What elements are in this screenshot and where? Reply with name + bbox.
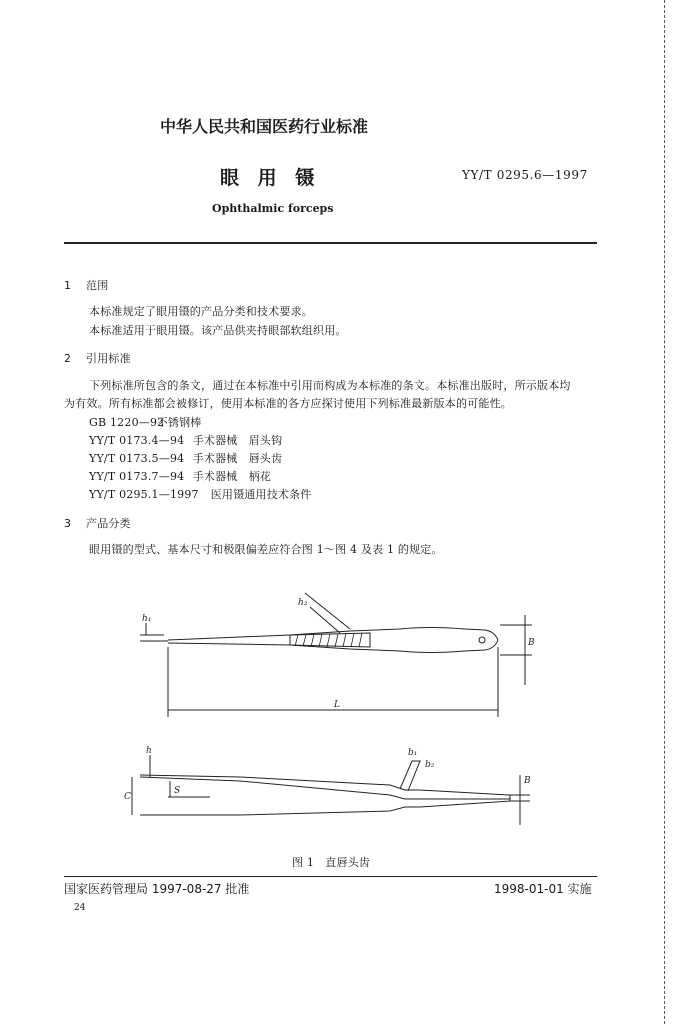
dim-label-h2: h₂ <box>298 598 308 608</box>
dim-label-b2: b₂ <box>425 760 435 770</box>
reference-row <box>89 414 202 430</box>
section-3-title: 产品分类 <box>86 517 131 530</box>
reference-row <box>89 468 271 484</box>
forceps-drawing <box>120 585 560 840</box>
footer-rule <box>64 876 597 877</box>
section-1-heading <box>64 277 108 293</box>
section-3-heading <box>64 515 131 531</box>
section-2-intro-line-2: 为有效。所有标准都会被修订，使用本标准的各方应探讨使用下列标准最新版本的可能性。 <box>64 397 512 410</box>
reference-name: 手术器械 柄花 <box>192 470 272 483</box>
section-1-paragraph-2: 本标准适用于眼用镊。该产品供夹持眼部软组织用。 <box>89 324 347 337</box>
document-title-en: Ophthalmic forceps <box>212 202 334 215</box>
forceps-side-upper <box>140 775 510 795</box>
dim-label-h1: h₁ <box>142 614 152 624</box>
section-3-paragraph: 眼用镊的型式、基本尺寸和极限偏差应符合图 1～图 4 及表 1 的规定。 <box>89 543 443 556</box>
guide-pin <box>479 637 485 643</box>
reference-row <box>89 432 282 448</box>
dim-label-h: h <box>146 746 152 756</box>
forceps-side-base <box>140 801 510 815</box>
document-title-cn: 眼 用 镊 <box>220 167 321 189</box>
reference-row <box>89 450 282 466</box>
section-1-title: 范围 <box>86 279 109 292</box>
reference-name: 手术器械 唇头齿 <box>192 452 283 465</box>
dim-label-b1: b₁ <box>408 748 418 758</box>
scan-edge-line <box>664 0 665 1024</box>
dim-label-b3: B <box>524 776 531 786</box>
reference-name: 手术器械 眉头钩 <box>192 434 283 447</box>
dim-label-b: B <box>528 638 535 648</box>
dim-label-l: L <box>334 700 340 710</box>
dim-label-c: C <box>124 792 131 802</box>
reference-row <box>89 486 312 502</box>
reference-code: YY/T 0295.1—1997 <box>89 488 199 501</box>
page-number: 24 <box>74 903 86 913</box>
reference-code: YY/T 0173.7—94 <box>89 470 185 483</box>
standard-number: YY/T 0295.6—1997 <box>462 168 588 182</box>
reference-code: GB 1220—92 <box>89 416 165 429</box>
reference-name: 医用镊通用技术条件 <box>210 488 312 501</box>
section-1-number: 1 <box>64 279 72 292</box>
section-1-paragraph-1: 本标准规定了眼用镊的产品分类和技术要求。 <box>89 305 313 318</box>
section-2-title: 引用标准 <box>86 352 131 365</box>
approval-line: 国家医药管理局 1997-08-27 批准 <box>64 882 250 896</box>
reference-code: YY/T 0173.5—94 <box>89 452 185 465</box>
implementation-line: 1998-01-01 实施 <box>494 882 592 896</box>
header-rule <box>64 242 597 244</box>
dim-label-s: S <box>174 786 181 796</box>
section-2-number: 2 <box>64 352 72 365</box>
section-2-heading <box>64 350 131 366</box>
reference-name: 不锈钢棒 <box>156 416 202 429</box>
section-3-number: 3 <box>64 517 72 530</box>
figure-caption: 图 1 直唇头齿 <box>292 856 371 869</box>
reference-code: YY/T 0173.4—94 <box>89 434 185 447</box>
org-standard-title: 中华人民共和国医药行业标准 <box>160 117 369 136</box>
forceps-side-lower <box>140 777 510 799</box>
section-2-intro-line-1: 下列标准所包含的条文，通过在本标准中引用而构成为本标准的条文。本标准出版时，所示版本均 <box>89 379 571 392</box>
